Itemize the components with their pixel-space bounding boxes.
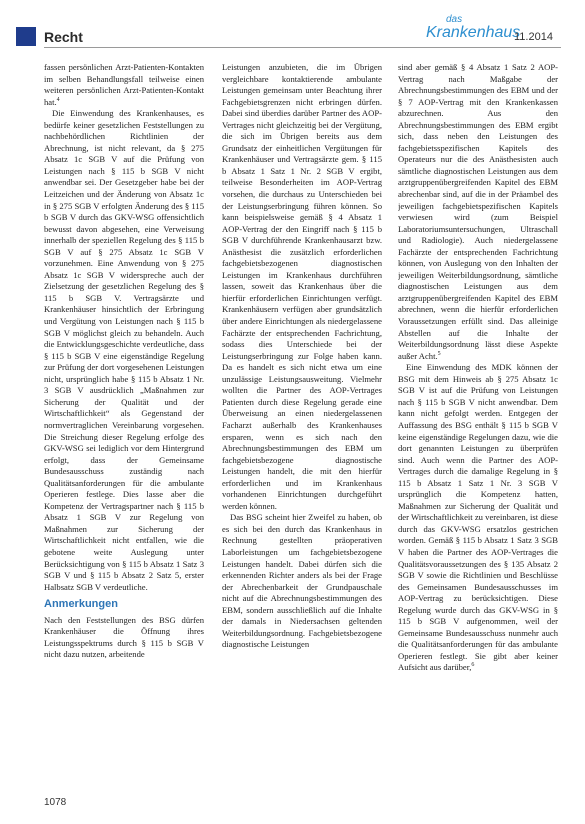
issue-date: 11.2014	[514, 31, 553, 43]
page-number: 1078	[44, 797, 67, 808]
journal-logo	[426, 14, 521, 50]
section-marker	[16, 27, 36, 46]
page-header	[0, 0, 585, 60]
text-column-3	[398, 62, 558, 797]
footnote-ref: 4	[56, 96, 60, 103]
paragraph: Leistungen anzubieten, die im Übrigen vergleichbare kontaktierende ambulante Leistungen gemeinsam unter Beachtung ihrer Fachgebietsgrenzen nicht erbringen dürfen. Dabei sind überdies darüber Partner des AOP-Vertrages nicht gleichzeitig bei der Vergütung, die sich im Übrigen bereits aus dem Grundsatz der einheitlichen Vergütungen für Krankenhäuser und Vertragsärzte gem. § 115 b Absatz 1 Satz 1 Nr. 2 SGB V ergibt, teilweise Besonderheiten im AOP-Vertrag vorsehen, die durchaus zu Unterschieden bei der Leistungserbringung führen können. So kann beispielsweise gemäß § 4 Absatz 1 AOP-Vertrag der den Eingriff nach § 115 b SGB V durchführende Krankenhausarzt bzw. Anästhesist die zusätzlich erforderlichen fachgebietsbezogenen diagnostischen Leistungen im Krankenhaus durchführen lassen, soweit das Krankenhaus über die hierfür erforderlichen Einrichtungen verfügt. Krankenhäusern verfügen aber grundsätzlich über andere Einrichtungen als niedergelassene Fachärzte der entsprechenden Fachrichtung, sodass dies Unterschiede bei der Leistungserbringung zur Folge haben kann. Da es handelt es sich nicht etwa um eine unzulässige Leistungsausweitung. Vielmehr wollten die Partner des AOP-Vertrages Patienten durch diese Regelung gerade eine Überweisung an einen niedergelassenen Facharzt außerhalb des Krankenhauses ersparen, wenn es sich nach den Abrechnungsbestimmungen des EBM um fachgebietsbezogene diagnostische Leistungen handelt, die mit den hierfür erforderlichen und im Krankenhaus vorhandenen Einrichtungen durchgeführt werden können.	[222, 62, 382, 511]
text-column-2	[222, 62, 382, 797]
section-heading: Anmerkungen	[44, 598, 118, 611]
header-divider	[44, 47, 561, 48]
paragraph: Eine Einwendung des MDK können der BSG mit dem Hinweis ab § 275 Absatz 1c SGB V ist auf die Prüfung von Leistungen nach § 115 b SGB V nicht anwendbar. Dem kann nicht gefolgt werden. Entgegen der Auffassung des BSG enthält § 115 b SGB V keine eigenständige Regelungen dazu, wie die dort genannten Leistungen zu überprüfen sind. Auch wenn die Partner des AOP-Vertrages durch die damalige Regelung in § 115 b Absatz 1 Satz 1 Nr. 3 SGB V ursprünglich die Kompetenz hatten, Maßnahmen zur Sicherung der Qualität und der Wirtschaftlichkeit zu vereinbaren, ist diese durch das GKV-WSG ersatzlos gestrichen worden. Gemäß § 115 b Absatz 1 Satz 3 SGB V haben die Partner des AOP-Vertrages die Qualitätsvoraussetzungen des § 135 Absatz 2 SGB V sowie die Richtlinien und Beschlüsse des Gemeinsamen Bundesausschusses im AOP-Vertrag zu berücksichtigen. Diese Regelung wurde durch das GKV-WSG in § 115 b SGB V aufgenommen, weil der Gemeinsame Bundesausschuss nunmehr auch die Qualitätsanforderungen für das ambulante Operieren festlegt. Sie gibt aber keiner Aufsicht aus darüber,$^6$	[398, 362, 558, 673]
logo-prefix: das	[446, 14, 463, 25]
paragraph: fassen persönlichen Arzt-Patienten-Kontakten im selben Behandlungsfall teilweise einen weiteren persönlichen Arzt-Patienten-Kontakt hat.$^4$	[44, 62, 204, 107]
paragraph: sind aber gemäß § 4 Absatz 1 Satz 2 AOP-Vertrag nach Maßgabe der Abrechnungsbestimmungen des EBM und der § 7 AOP-Vertrag mit den Krankenkassen abzurechnen. Aus den Abrechnungsbestimmungen des EBM ergibt sich, dass neben den Leistungen des fachgebietsspezifischen Kapitels des Operateurs nur die des Anästhesisten auch sämtliche diagnostischen Leistungen aus dem arztgruppenübergreifenden Kapitel des EBM abrechenbar sind, auf die in der Präambel des jeweiligen fachgebietspezifischen Kapitels verwiesen wird (zum Beispiel Laboratoriumsuntersuchungen, Ultraschall und Radiologie). Auch niedergelassene Fachärzte der entsprechenden Fachrichtung können, von Auslegung von den Inhalten der jeweiligen Weiterbildungsordnung, sämtliche diagnostischen Leistungen aus dem arztgruppenübergreifenden Kapitel des EBM abrechnen, wenn die hierfür erforderlichen Voraussetzungen erfüllt sind. Das alleinige Abstellen auf die Inhalte der Weiterbildungsordnung lässt diese Aspekte außer Acht.$^5$	[398, 62, 558, 361]
footnote-ref: 6	[471, 662, 475, 669]
paragraph: Die Einwendung des Krankenhauses, es bedürfe keiner gesetzlichen Feststellungen zu nachbehördlichen Richtlinien der Abrechnung, ist nicht relevant, da § 275 Absatz 1c SGB V auf die Prüfung von Leistungen nach § 115 b SGB V nicht anwendbar sei. Der Gesetzgeber habe bei der Leitzeichen und der Änderung von Absatz 1c in § 275 SGB V erfolgten Änderung des § 115 b SGB V durch das GKV-WSG offensichtlich bewusst davon abgesehen, eine Verweisung innerhalb der speziellen Regelung des § 115 b SGB V auf § 275 Absatz 1c SGB V vorzunehmen. Eine Anwendung von § 275 Absatz 1c SGB V widerspreche auch der Zielsetzung der gesetzlichen Regelung des § 115 b SGB V. Vertragsärzte und Krankenhäuser hinsichtlich der Erbringung und Vergütung von Leistungen nach § 115 b SGB V möglichst gleich zu behandeln. Auch die Entwicklungsgeschichte verdeutliche, dass § 115 b SGB V eine eigenständige Regelung zur Prüfung der dort vorgesehenen Leistungen nicht, ursprünglich habe § 115 b Absatz 1 Nr. 3 SGB V ausdrücklich „Maßnahmen zur Sicherung der Qualität und der Wirtschaftlichkeit“ als Gegenstand der normvertraglichen Vereinbarung vorgesehen. Die Streichung dieser Regelung erfolge des GKV-WSG sei lediglich vor dem Hintergrund erfolgt, dass der Gemeinsame Bundesausschuss zuständig nach Qualitätsanforderungen für die ambulante Operieren festlege. Dies lasse aber die Kompetenz der Vertragspartner nach § 115 b Absatz 1 SGB V zur Regelung von Maßnahmen zur Sicherung der Wirtschaftlichkeit nicht entfallen, wie die gebotene weite Auslegung unter Berücksichtigung von § 115 b Absatz 1 Satz 3 SGB V und § 115 b Absatz 2 Satz 5, erster Halbsatz SGB V verdeutliche.	[44, 108, 204, 592]
paragraph: Das BSG scheint hier Zweifel zu haben, ob es sich bei den durch das Krankenhaus in Rechnung gestellten präoperativen Laborleistungen um fachgebietsbezogene Leistungen handelt. Dabei dürfen sich die erkennenden Richter anders als bei der Frage der Abrechenbarkeit der Grundpauschale nicht auf die Abrechnungsbestimmungen des EBM, sondern ausschließlich auf die Inhalte der damals in Niedersachsen geltenden Weiterbildungsordnung. Fachgebietsbezogene diagnostische Leistungen	[222, 512, 382, 650]
footnote-ref: 5	[437, 350, 441, 357]
logo-title: Krankenhaus	[426, 24, 521, 41]
article-body	[44, 62, 564, 797]
paragraph: Nach den Feststellungen des BSG dürfen Krankenhäuser die Öffnung ihres Leistungsspektrums durch § 115 b SGB V nicht dazu nutzen, arbeitende	[44, 614, 204, 660]
text-column-1	[44, 62, 204, 797]
section-label: Recht	[44, 29, 83, 45]
